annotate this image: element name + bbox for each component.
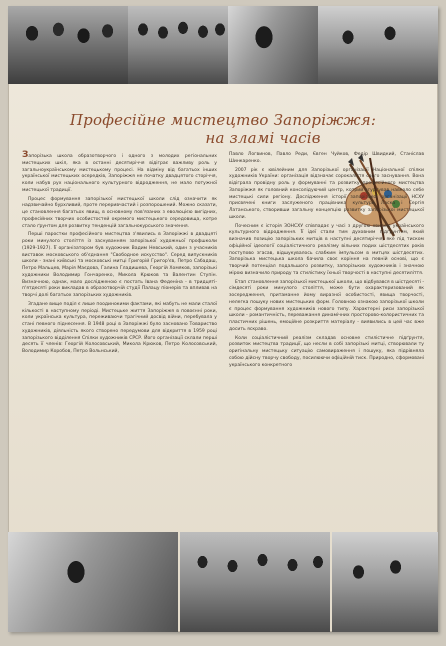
paragraph: Павло Логвинов, Павло Реди, Євген Чуйков, Федір Швидкий, Станіслав Шинкаренко.: [229, 152, 424, 164]
article-body: [22, 152, 424, 518]
archival-photo-group-2: [128, 6, 228, 84]
archival-photo-group-1: [8, 6, 128, 84]
top-photo-strip: [8, 6, 438, 84]
archival-photo-group-3: [318, 6, 438, 84]
archival-photo-group-5: [332, 532, 438, 632]
article-column-right: [229, 152, 424, 371]
page-title-line-2: на зламі часів: [205, 129, 321, 147]
paragraph: Почесним є історія ЗОНСХУ співпадає у часі з другою хвилею українського культурного відродження. Її ідеї стали тим духовним підґрунтям, який визначив позицію запорізьких митців в наступні десятиріччя, яке під тиском офіційної ідеології соціалістичного реалізму вільних подих шістдесятих років поступово згасав, відшукувалось слабким імпульсом в митцях шістдесятих. Запорізька мистецька школа бачила своє коріння на певній основі, що є творчий потенціал подальшого розвитку, запорізьких художників і значною мірою визначило природу та стилістику їхньої творчості в наступні десятиліття.: [229, 223, 424, 276]
dropcap: З: [22, 150, 29, 160]
paragraph: Перші паростки професійного мистецтва з'явились в Запоріжжі в двадцяті роки минулого століття із заснуванням запорізької художньої профшколи (1929-1927). Її організатором був художник Вадим Невський, один з учасників виставок московського об'єднання "Свободное искусство". Серед випускників школи - знані київські та московські митці Григорій Григор'єв, Петро Сабадаш, Петро Мальцев, Марія Маєдова, Галина Гладишева, Георгій Хомяков, запорізькі художники Володимир Гончаренко, Микола Крюков та Валентин Ступін. Визначною, однак, мало дослідженою є постать Івана Феденіна - в тридцяті-п'ятдесяті роки викладав в образотворчій студії Палацу піонерів та впливав на творчі долі багатьох запорізьких художників.: [22, 232, 217, 298]
paragraph: 2007 рік є ювілейним для Запорізької організації Національної спілки художників України: організація відзначає сорокаліття свого заснування. Вона відіграла провідну роль у формуванні та розвитку професійного мистецтва Запоріжжя як головний консолідуючий центр, котрий згуртував навколо себе мистецькі сили регіону. Дослідження історії запорізької організації НСХУ присвячені книги заслуженого працівника культури Ласка і Сергія Латанського, створивши загальну концепцію розвитку запорізької мистецької школи.: [229, 167, 424, 220]
archival-photo-group-4: [180, 532, 330, 632]
article-column-left: [22, 152, 217, 358]
paragraph: Процес формування запорізької мистецької школи слід означити як надзвичайно бурхливий, проте переривчастий і розпорошений. Можно сказати, це становлення багатьох явищ, в основному пов'язаних з еволюцією вигідних, професійних творчих особистостей окремого мистецького середовища, котре стало ґрунтом для розвитку тенденцій загальнокурського значення.: [22, 196, 217, 229]
paragraph: Згадане вище поділ є лише поодинокими фактами, які мабуть не мали сталої кількості в наступному періоді. Мистецьке життя Запоріжжя в повоєнні роки, коли українська культура, переживаючи трагічний досвід війни, перебувала у стані певного піднесення. В 1948 році в Запоріжжі було засновано Товариство художників, діяльність якого створено передумови для відкриття в 1959 році запорізького відділення Спілки художників СРСР. Його організації склали перші десять її членів: Георгій Колосовський, Микола Крюков, Петро Колосовський, Володимир Коробов, Петро Вольнський,: [22, 301, 217, 354]
paragraph: Етап становлення запорізької мистецької школи, що відбувався в шістдесяті - сімдесяті роки минулого століття, може бути охарактеризований як зосередження, притаманне йому виразної особистості, явища творчості, нелегка пошуку нових мистецьких форм. Головною ознакою запорізької школи є процес формування художників нового типу. Характерні риси запорізької школи - романтичність, переважання динамічних просторово-колористичних та пластичних рішень, емоційне розкриття матеріалу - виявились в цей час вже досить яскраво.: [229, 279, 424, 332]
page-title-line-1: Професійне мистецтво Запоріжжя:: [69, 111, 377, 129]
archival-photo-outdoor-group: [8, 532, 178, 632]
bottom-photo-strip: [8, 532, 438, 632]
archival-photo-portrait: [228, 6, 318, 84]
paragraph: Коли соціалістичний реалізм складав основне стилістичне підґрунтя, розвиток мистецтва традиції, що несли в собі запорізькі митці, створювали ту оригінальну мистецьку ситуацію самовираження і пошуку, яка підрівняла собою дійсну творчу свободу, посилюючи офіційній тиск. Природно, сформовані українського конкретного: [229, 335, 424, 368]
exhibition-board: [8, 6, 438, 632]
paragraph: Запорізька школа образотворчого і одного з молодих регіональних мистецьких шкіл, яка в останні десятиріччя відіграє важливу роль у загальноукраїнському мистецькому процесі. На відміну від багатьох інших української мистецьких осередків, Запоріжжя не початку двадцятого сторіччя, коли набув рух національного культурного відродження, не мало потужної мистецької традиції.: [22, 150, 217, 193]
